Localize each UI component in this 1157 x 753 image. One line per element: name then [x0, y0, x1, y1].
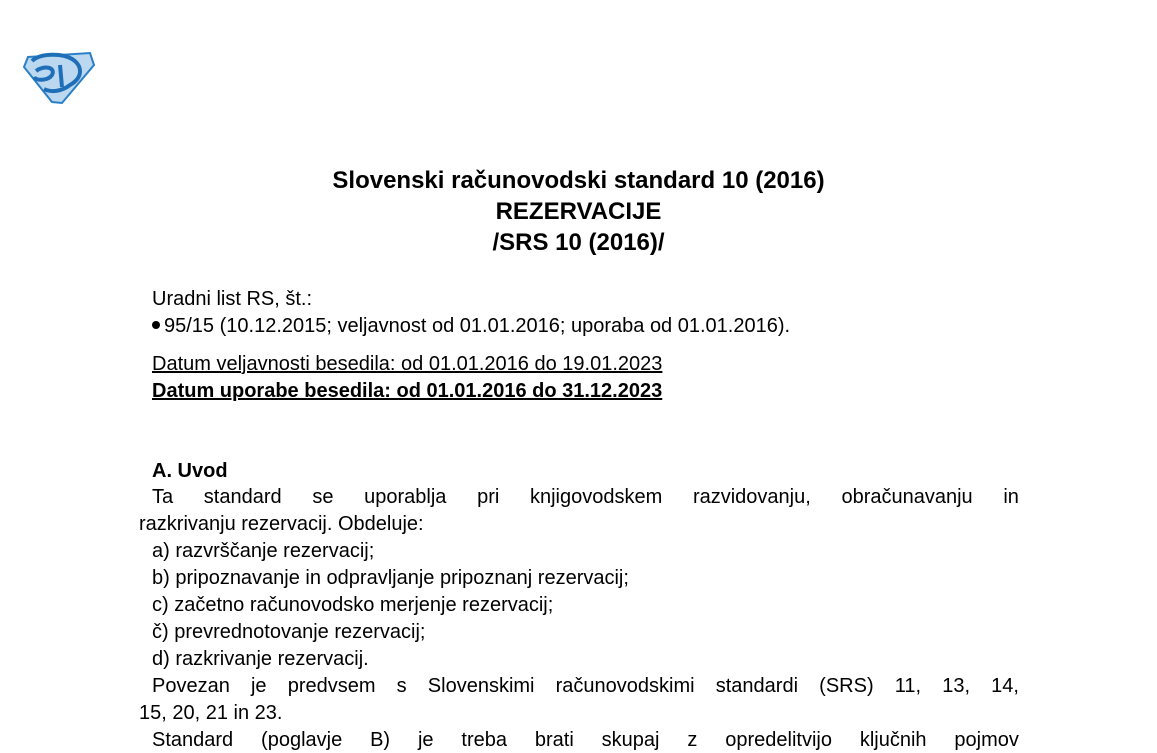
- list-item: č) prevrednotovanje rezervacij;: [152, 621, 426, 643]
- paragraph-1-line-1: [152, 484, 1019, 510]
- word: Slovenskimi: [427, 675, 535, 697]
- word: razvidovanju,: [692, 486, 811, 508]
- word: brati: [534, 729, 574, 751]
- section-heading: A. Uvod: [152, 460, 228, 482]
- word: in: [1003, 486, 1019, 508]
- word: računovodskimi: [555, 675, 695, 697]
- paragraph-2-line-2: 15, 20, 21 in 23.: [139, 702, 283, 724]
- title-line-2: REZERVACIJE: [495, 198, 662, 225]
- official-gazette-label: Uradni list RS, št.:: [152, 288, 313, 310]
- word: knjigovodskem: [529, 486, 663, 508]
- word: s: [396, 675, 407, 697]
- word: B): [370, 729, 391, 751]
- word: (poglavje: [261, 729, 343, 751]
- list-item: b) pripoznavanje in odpravljanje pripoznanj rezervacij;: [152, 567, 629, 589]
- word: se: [312, 486, 334, 508]
- title-line-1: Slovenski računovodski standard 10 (2016): [332, 167, 825, 194]
- validity-date: Datum veljavnosti besedila: od 01.01.2016 do 19.01.2023: [152, 353, 663, 375]
- official-gazette-entry-text: 95/15 (10.12.2015; veljavnost od 01.01.2016; uporaba od 01.01.2016).: [164, 315, 791, 337]
- word: z: [687, 729, 698, 751]
- word: standardi: [715, 675, 799, 697]
- word: je: [417, 729, 434, 751]
- list-item: d) razkrivanje rezervacij.: [152, 648, 369, 670]
- word: opredelitvijo: [725, 729, 832, 751]
- word: obračunavanju: [841, 486, 973, 508]
- word: pri: [477, 486, 500, 508]
- list-item: c) začetno računovodsko merjenje rezervacij;: [152, 594, 554, 616]
- use-date: Datum uporabe besedila: od 01.01.2016 do 31.12.2023: [152, 380, 663, 402]
- title-line-3: /SRS 10 (2016)/: [492, 229, 665, 256]
- paragraph-1-line-2: razkrivanju rezervacij. Obdeluje:: [139, 513, 424, 535]
- word: pojmov: [954, 729, 1019, 751]
- word: je: [250, 675, 267, 697]
- paragraph-3-line-1: [152, 727, 1019, 753]
- word: ključnih: [859, 729, 927, 751]
- list-item: a) razvrščanje rezervacij;: [152, 540, 375, 562]
- word: Ta: [152, 486, 174, 508]
- paragraph-2-line-1: [152, 673, 1019, 699]
- word: skupaj: [601, 729, 660, 751]
- word: 13,: [942, 675, 971, 697]
- word: 14,: [991, 675, 1019, 697]
- word: predvsem: [287, 675, 376, 697]
- sd-shield-logo-icon: [22, 47, 96, 105]
- word: (SRS): [819, 675, 874, 697]
- word: uporablja: [364, 486, 447, 508]
- document-title: [0, 165, 1157, 258]
- word: treba: [461, 729, 508, 751]
- bullet-icon: [152, 321, 160, 329]
- word: 11,: [894, 675, 922, 697]
- word: Povezan: [152, 675, 230, 697]
- word: standard: [203, 486, 282, 508]
- word: Standard: [152, 729, 234, 751]
- official-gazette-entry: [152, 313, 790, 339]
